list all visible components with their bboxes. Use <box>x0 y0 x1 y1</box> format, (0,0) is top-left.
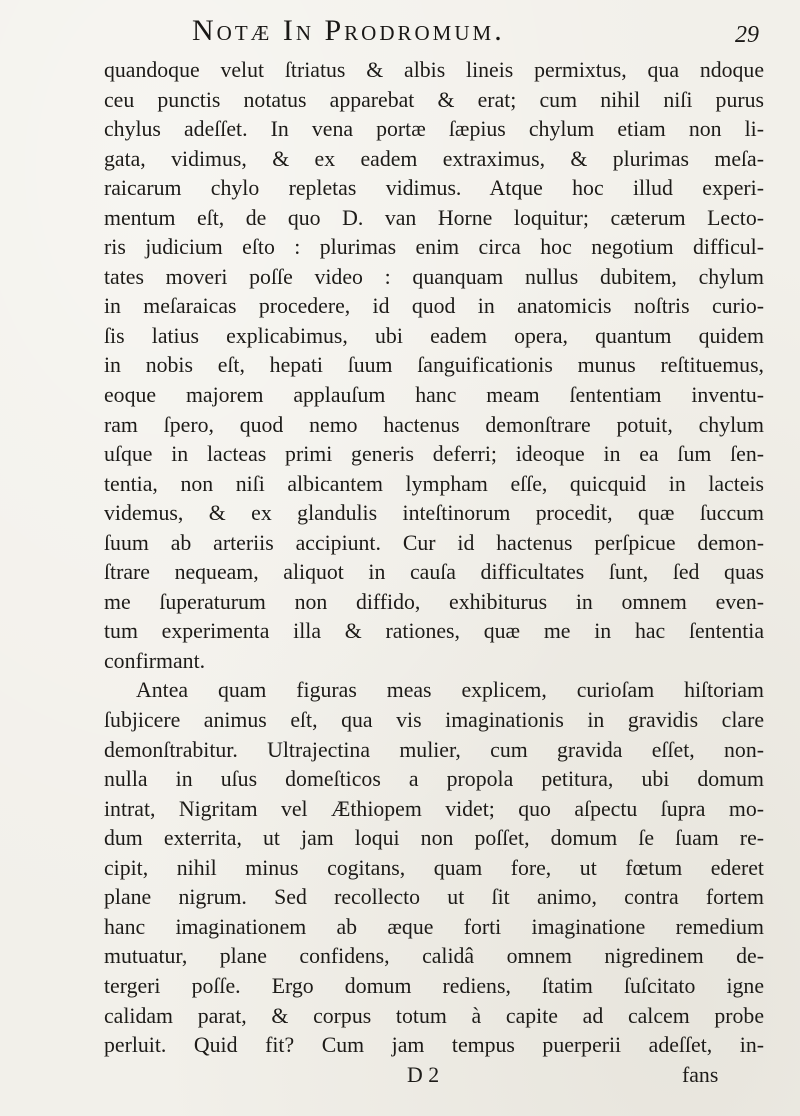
text-line: mentum eſt, de quo D. van Horne loquitur; cæterum Lecto- <box>104 205 764 230</box>
text-line: ris judicium eſto : plurimas enim circa hoc negotium difficul- <box>104 235 764 260</box>
text-line: ſuum ab arteriis accipiunt. Cur id hactenus perſpicue demon- <box>104 530 764 555</box>
body-text <box>104 56 764 1090</box>
text-line: tates moveri poſſe video : quanquam nullus dubitem, chylum <box>104 264 764 289</box>
text-line: uſque in lacteas primi generis deferri; ideoque in ea ſum ſen- <box>104 442 764 467</box>
text-line: nulla in uſus domeſticos a propola petitura, ubi domum <box>104 767 764 792</box>
text-line: calidam parat, & corpus totum à capite ad calcem probe <box>104 1003 764 1028</box>
text-line: dum exterrita, ut jam loqui non poſſet, domum ſe ſuam re- <box>104 826 764 851</box>
text-line: tum experimenta illa & rationes, quæ me in hac ſententia <box>104 619 764 644</box>
text-line: videmus, & ex glandulis inteſtinorum procedit, quæ ſuccum <box>104 501 764 526</box>
text-line: perluit. Quid fit? Cum jam tempus puerperii adeſſet, in- <box>104 1033 764 1058</box>
text-line: chylus adeſſet. In vena portæ ſæpius chylum etiam non li- <box>104 117 764 142</box>
text-line: plane nigrum. Sed recollecto ut ſit animo, contra fortem <box>104 885 764 910</box>
text-line: raicarum chylo repletas vidimus. Atque hoc illud experi- <box>104 176 764 201</box>
page-number: 29 <box>735 22 759 48</box>
text-line: ſtrare nequeam, aliquot in cauſa difficultates ſunt, ſed quas <box>104 560 764 585</box>
text-line: ceu punctis notatus apparebat & erat; cum nihil niſi purus <box>104 87 764 112</box>
paragraph-end-line: confirmant. <box>104 648 206 673</box>
running-title: Notæ In Prodromum. <box>192 14 505 47</box>
text-line: in meſaraicas procedere, id quod in anatomicis noſtris curio- <box>104 294 764 319</box>
signature-mark: D 2 <box>407 1062 440 1087</box>
text-line: demonſtrabitur. Ultrajectina mulier, cum gravida eſſet, non- <box>104 737 764 762</box>
text-line: intrat, Nigritam vel Æthiopem videt; quo aſpectu ſupra mo- <box>104 796 764 821</box>
text-line: ſis latius explicabimus, ubi eadem opera, quantum quidem <box>104 323 764 348</box>
catchword: fans <box>682 1062 719 1087</box>
text-line: quandoque velut ſtriatus & albis lineis permixtus, qua ndoque <box>104 58 764 82</box>
text-line: mutuatur, plane confidens, calidâ omnem nigredinem de- <box>104 944 764 969</box>
text-line: eoque majorem applauſum hanc meam ſententiam inventu- <box>104 383 764 408</box>
text-line: ſubjicere animus eſt, qua vis imaginationis in gravidis clare <box>104 708 764 733</box>
text-line: me ſuperaturum non diffido, exhibiturus in omnem even- <box>104 589 764 614</box>
text-line: tergeri poſſe. Ergo domum rediens, ſtatim ſuſcitato igne <box>104 973 764 998</box>
text-line: hanc imaginationem ab æque forti imaginatione remedium <box>104 914 764 939</box>
text-line: gata, vidimus, & ex eadem extraximus, & plurimas meſa- <box>104 146 764 171</box>
text-line: ram ſpero, quod nemo hactenus demonſtrare potuit, chylum <box>104 412 764 437</box>
text-line: in nobis eſt, hepati ſuum ſanguificationis munus reſtituemus, <box>104 353 764 378</box>
signature-line <box>104 1061 764 1091</box>
text-line: cipit, nihil minus cogitans, quam fore, ut fœtum ederet <box>104 855 764 880</box>
paragraph-start-line: Antea quam figuras meas explicem, curioſam hiſtoriam <box>136 678 764 703</box>
text-line: tentia, non niſi albicantem lympham eſſe, quicquid in lacteis <box>104 471 764 496</box>
